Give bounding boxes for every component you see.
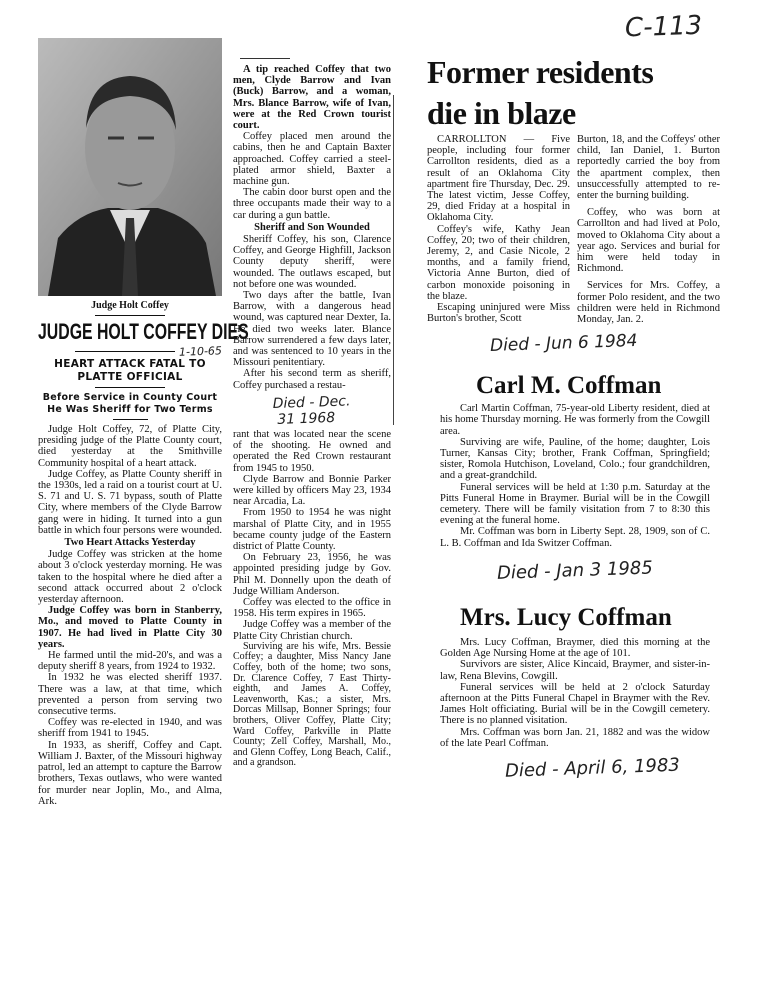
paragraph: Judge Coffey was born in Stanberry, Mo., and moved to Platte County in 1907. He had lived in Platte City 30 years.: [38, 605, 222, 650]
subheadline: HEART ATTACK FATAL TO PLATTE OFFICIAL: [54, 358, 206, 383]
judge-photo: [38, 38, 222, 296]
paragraph: In 1933, as sheriff, Coffey and Capt. William J. Baxter, of the Missouri highway patrol, led an attempt to capture the Barrow brothers, Texas outlaws, who were wanted for murder near Joplin, Mo., and Alma, Ark.: [38, 739, 222, 807]
column-judge-coffey-1: [38, 38, 249, 807]
paragraph: Clyde Barrow and Bonnie Parker were killed by officers May 23, 1934 near Arcadia, La.: [233, 473, 391, 508]
note-line: Died - Dec.: [272, 393, 351, 412]
paragraph: Coffey's wife, Kathy Jean Coffey, 20; two of their children, Jeremy, 2, and Casie Nicole, 2 months, and a family friend, Victoria Anne Burton, died of carbon monoxide poisoning in the blaze.: [427, 223, 570, 302]
column-judge-coffey-2: [233, 64, 391, 769]
paragraph: Mrs. Lucy Coffman, Braymer, died this morning at the Golden Age Nursing Home at the age of 101.: [440, 636, 710, 660]
headline-carl-coffman: Carl M. Coffman: [476, 372, 662, 400]
handwritten-death-date: Died - Jan 3 1985: [496, 557, 654, 584]
paragraph: Sheriff Coffey, his son, Clarence Coffey, and George Highfill, Jackson County deputy sheriff, were wounded. The outlaws escaped, but not before one was wounded.: [233, 234, 391, 290]
paragraph: Funeral services will be held at 1:30 p.m. Saturday at the Pitts Funeral Home in Braymer. Burial will be in the Cowgill cemetery. There will be family visitation from 7 to 8:30 this evening at the funeral home.: [440, 481, 710, 527]
article-judge-coffey-part1: [38, 424, 222, 807]
section-heading: Sheriff and Son Wounded: [254, 221, 370, 233]
paragraph: Surviving are his wife, Mrs. Bessie Coffey; a daughter, Miss Nancy Jane Coffey, both of the home; two sons, Dr. Clarence Coffey, 7 East Thirty-eighth, and James A. Coffey, Leavenworth, Kas.; a sister, Mrs. Dorcas Millsap, Bonner Springs; four brothers, Oliver Coffey, Platte City; Ward Coffey, Parkville in Platte County; Zell Coffey, Marshall, Mo., and Glenn Coffey, Long Beach, Calif., and a grandson.: [233, 640, 391, 769]
handwritten-death-date: Died - Jun 6 1984: [489, 331, 638, 357]
paragraph: Carl Martin Coffman, 75-year-old Liberty resident, died at his home Thursday morning. He was formerly from the Cowgill area.: [440, 403, 710, 437]
paragraph: CARROLLTON — Five people, including four former Carrollton residents, died as a result of an Oklahoma City apartment fire Thursday, Dec. 29. The latest victim, Jesse Coffey, 29, died Friday at a hospital in Oklahoma City.: [427, 134, 570, 224]
paragraph: Survivors are sister, Alice Kincaid, Braymer, and sister-in-law, Rena Blevins, Cowgill.: [440, 659, 710, 682]
paragraph: After his second term as sheriff, Coffey purchased a restau-: [233, 368, 391, 391]
archive-number-note: C-113: [624, 10, 703, 44]
column-right: [427, 52, 720, 782]
paragraph: A tip reached Coffey that two men, Clyde Barrow and Ivan (Buck) Barrow, and a woman, Mrs. Blance Barrow, wife of Ivan, were at the Red Crown tourist court.: [233, 64, 391, 132]
paragraph: On February 23, 1956, he was appointed presiding judge by Gov. Phil M. Donnelly upon the death of Judge William Anderson.: [233, 552, 391, 597]
paragraph: In 1932 he was elected sheriff 1937. There was a law, at that time, which prevented a person from serving two consecutive terms.: [38, 672, 222, 718]
paragraph: Coffey placed men around the cabins, then he and Captain Baxter approached. Coffey carried a steel-plated armor shield, Baxter a machine gun.: [233, 131, 391, 188]
paragraph: rant that was located near the scene of the shooting. He owned and operated the Red Crown restaurant from 1945 to 1950.: [233, 428, 391, 474]
handwritten-date: 1-10-65: [178, 343, 223, 359]
paragraph: Coffey was elected to the office in 1958. His term expires in 1965.: [233, 596, 391, 620]
headline-former-residents: [427, 52, 720, 134]
paragraph: Mr. Coffman was born in Liberty Sept. 28, 1909, son of C. L. B. Coffman and Ida Switzer Coffman.: [440, 526, 710, 549]
handwritten-death-date: Died - April 6, 1983: [504, 754, 681, 782]
paragraph: Judge Holt Coffey, 72, of Platte City, presiding judge of the Platte County court, died yesterday at the Smithville Community hospital of a heart attack.: [38, 424, 222, 469]
article-blaze-col2: [577, 134, 720, 325]
note-line: 31 1968: [277, 409, 336, 428]
deck: Before Service in County Court He Was Sheriff for Two Terms: [42, 392, 218, 415]
paragraph: Mrs. Coffman was born Jan. 21, 1882 and was the widow of the late Pearl Coffman.: [440, 726, 710, 749]
section-heading: Two Heart Attacks Yesterday: [64, 537, 196, 549]
handwritten-death-date: [272, 392, 391, 428]
paragraph: Coffey was re-elected in 1940, and was sheriff from 1941 to 1945.: [38, 717, 222, 740]
article-blaze-col1: [427, 134, 570, 325]
headline-line: Former residents: [427, 54, 654, 90]
headline-line: die in blaze: [427, 95, 576, 131]
headline-lucy-coffman: Mrs. Lucy Coffman: [460, 603, 672, 631]
paragraph: The cabin door burst open and the three occupants made their way to a car during a gun battle.: [233, 187, 391, 221]
paragraph: Funeral services will be held at 2 o'clock Saturday afternoon at the Pitts Funeral Chapel in Braymer with the Rev. James Holt officiating. Burial will be in the Cowgill cemetery. There is no planned visitation.: [440, 681, 710, 727]
paragraph: Surviving are wife, Pauline, of the home; daughter, Lois Turner, Kansas City; brother, Frank Coffman, Springfield; sister, Romola Hutchison, Loveland, Colo.; four grandchildren, and a great-grandchild.: [440, 436, 710, 482]
paragraph: Escaping uninjured were Miss Burton's brother, Scott: [427, 302, 570, 325]
paragraph: From 1950 to 1954 he was night marshal of Platte City, and in 1955 became county judge of the Eastern district of Platte County.: [233, 507, 391, 552]
paragraph: Judge Coffey was stricken at the home about 3 o'clock yesterday morning. He was taken to the hospital where he died after a second attack occurred about 2 o'clock yesterday afternoon.: [38, 549, 222, 606]
paragraph: Judge Coffey was a member of the Platte City Christian church.: [233, 619, 391, 642]
photo-caption: Judge Holt Coffey: [91, 300, 169, 311]
paragraph: Services for Mrs. Coffey, a former Polo resident, and the two children were held in Richmond Monday, Jan. 2.: [577, 280, 720, 326]
headline-judge-holt-coffey: JUDGE HOLT COFFEY DIES: [38, 319, 249, 344]
article-lucy-coffman: [440, 637, 710, 749]
paragraph: Two days after the battle, Ivan Barrow, with a dangerous head wound, was captured near Dexter, Ia. He died two weeks later. Blance Barrow surrendered a few days later, and was sentenced to 10 years in the Missouri penitentiary.: [233, 290, 391, 369]
paragraph: He farmed until the mid-20's, and was a deputy sheriff 8 years, from 1924 to 1932.: [38, 650, 222, 673]
article-carl-coffman: [440, 403, 710, 549]
paragraph: Judge Coffey, as Platte County sheriff in the 1930s, led a raid on a tourist court at U. S. 71 and U. S. 71 bypass, south of Platte City, where members of the Clyde Barrow gang were in hiding. It turned into a gun battle in which four persons were wounded.: [38, 468, 222, 536]
paragraph: Coffey, who was born at Carrollton and had lived at Polo, moved to Oklahoma City about a year ago. Services and burial for him were held today in Richmond.: [577, 207, 720, 275]
article-blaze: [427, 134, 720, 325]
paragraph: Burton, 18, and the Coffeys' other child, Ian Daniel, 1. Burton reportedly carried the boy from the apartment complex, then unsuccessfully attempted to re-enter the burning building.: [577, 134, 720, 202]
